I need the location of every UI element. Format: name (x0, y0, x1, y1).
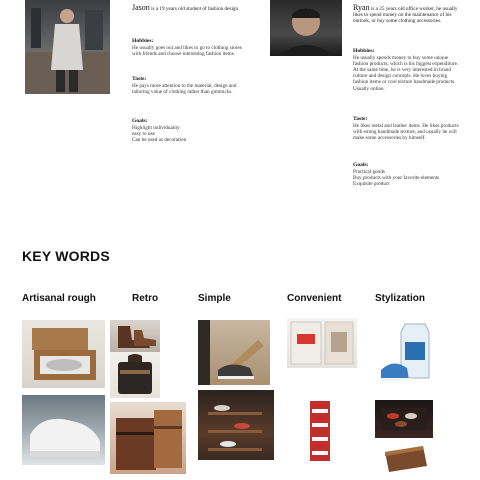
image-shoe-shelves (198, 390, 274, 460)
keywords-heading: KEY WORDS (22, 248, 110, 264)
jason-intro (132, 5, 247, 12)
image-wooden-shoe-box (375, 438, 433, 478)
persona-photo-ryan (270, 0, 342, 56)
jason-hobbies-title: Hobbies: (132, 38, 154, 44)
man-in-coat-illustration (25, 0, 110, 94)
keyword-stylization: Stylization (375, 293, 426, 304)
ryan-taste-body: He likes metal and leather items. He likes products with strong handmade texture, and usually he will make some accessories by himself. (353, 122, 459, 141)
image-brown-boots (110, 320, 160, 352)
image-shoe-display-wall (375, 400, 433, 438)
jason-taste-title: Taste: (132, 76, 147, 82)
ryan-hobbies-title: Hobbies: (353, 48, 375, 54)
ryan-taste-title: Taste: (353, 116, 368, 122)
jason-name: Jason (132, 3, 150, 12)
keyword-convenient: Convenient (287, 293, 342, 304)
jason-goals-body: Highlight individuality easy to use Can be used as decoration (132, 124, 187, 143)
ryan-goals (353, 162, 459, 187)
jason-taste (132, 76, 244, 95)
keyword-simple: Simple (198, 293, 231, 304)
image-nike-shoe-box (287, 318, 357, 368)
image-white-sneaker (22, 395, 105, 465)
ryan-hobbies-body: He usually spends money to buy some unique fashion products, which is his biggest expenditure. At the same time, he is very interested in brand culture and design concepts. He loves buying fashion items or cool texture handmade products. Usually online. (353, 54, 459, 92)
jason-hobbies-body: He usually goes out and likes to go to clothing stores with friends and choose interesting fashion items. (132, 44, 242, 57)
jason-hobbies (132, 38, 244, 57)
jason-goals-title: Goals: (132, 118, 148, 124)
ryan-intro-text: is a 25 years old office worker, he usually likes to spend money on the maintenance of his outlook, or buy some clothing accessories. (353, 6, 458, 25)
man-portrait-illustration (270, 0, 342, 56)
image-sneaker-on-wood (198, 320, 270, 385)
image-vintage-trunks (110, 402, 186, 474)
jason-taste-body: He pays more attention to the material, design and tailoring value of clothing rather than gimmicks. (132, 82, 237, 95)
ryan-intro (353, 5, 459, 25)
ryan-taste (353, 116, 459, 141)
ryan-goals-title: Goals: (353, 162, 369, 168)
jason-goals (132, 118, 244, 143)
ryan-name: Ryan (353, 3, 370, 12)
image-leather-case-with-sneaker (22, 320, 105, 388)
persona-photo-jason (25, 0, 110, 94)
image-red-shoe-rack (292, 395, 347, 465)
keyword-artisanal-rough: Artisanal rough (22, 293, 96, 304)
ryan-hobbies (353, 48, 459, 92)
keyword-retro: Retro (132, 293, 159, 304)
ryan-goals-body: Practical goods Buy products with your favorite elements Exquisite product (353, 168, 440, 187)
image-leather-bag (110, 352, 160, 398)
image-milk-carton-sneaker (375, 318, 440, 390)
jason-intro-text: is a 19 years old student of fashion design. (149, 6, 240, 12)
